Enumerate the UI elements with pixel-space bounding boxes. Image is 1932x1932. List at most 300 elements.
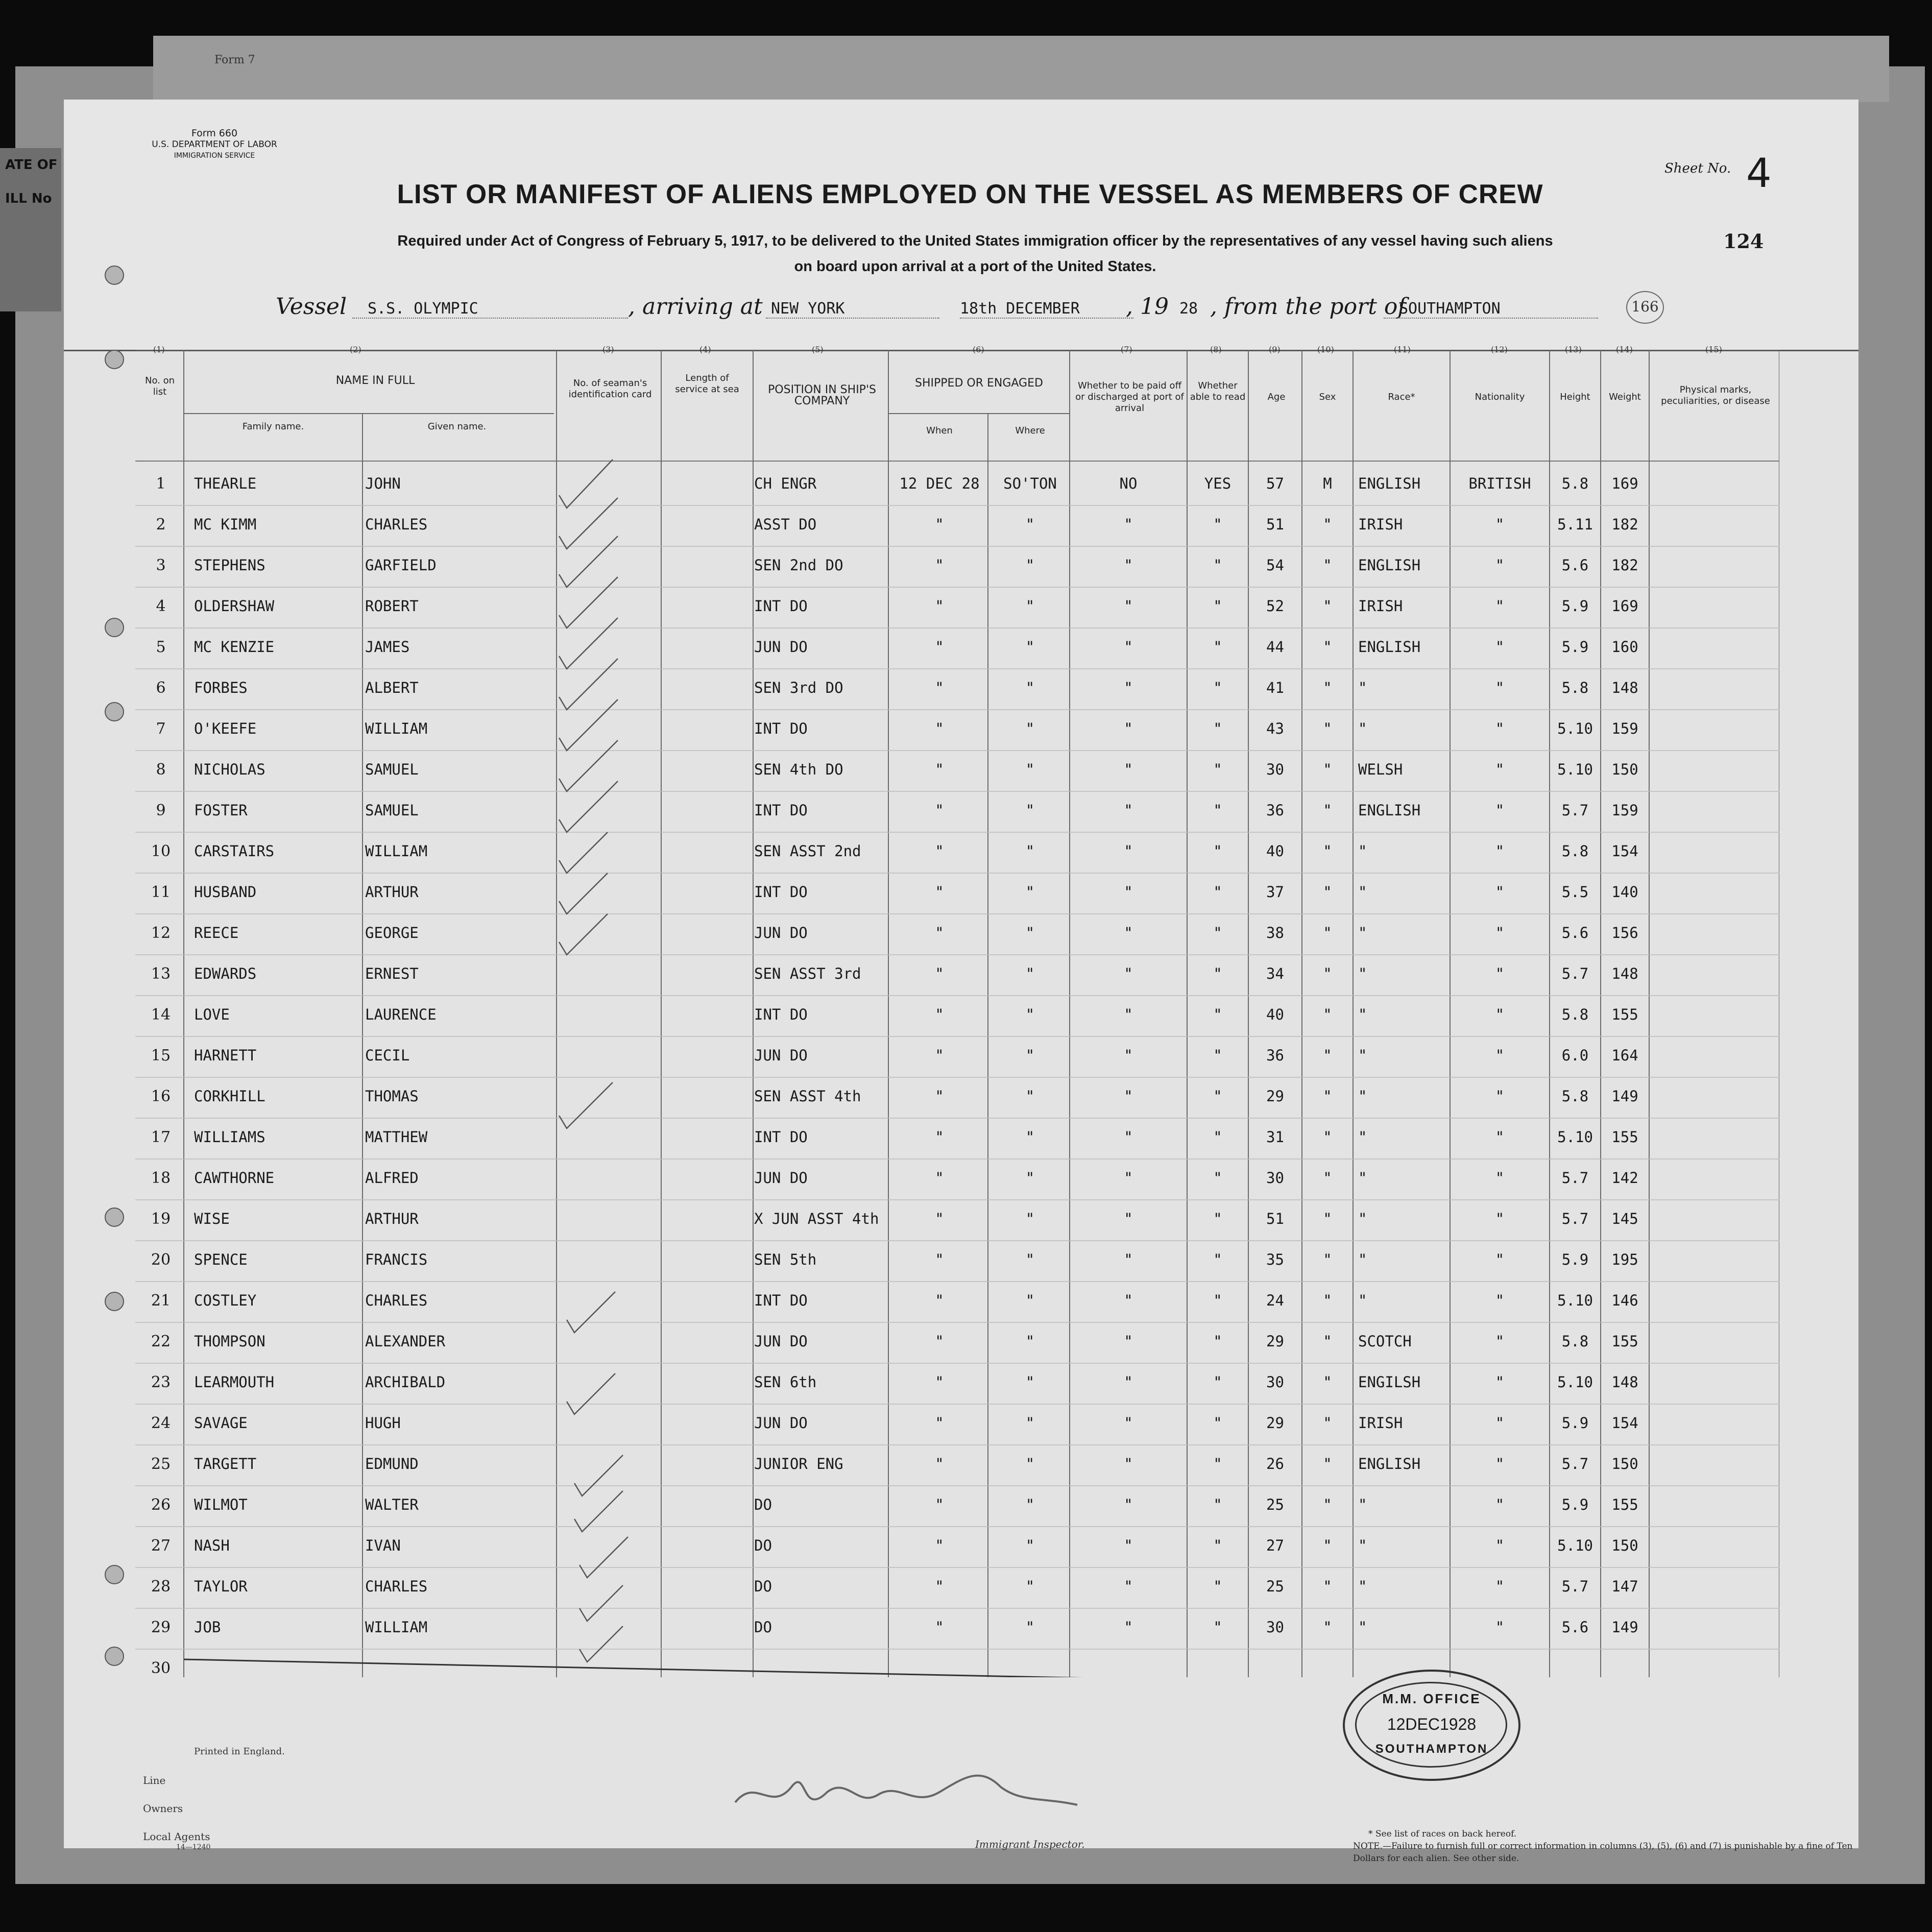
page-number: 124 <box>1723 230 1764 253</box>
cell-age: 26 <box>1266 1455 1284 1472</box>
cell-height: 5.10 <box>1557 1537 1593 1554</box>
cell-able-to-read: " <box>1213 761 1222 778</box>
cell-family-name: TARGETT <box>194 1455 257 1472</box>
cell-given-name: ALBERT <box>365 679 419 696</box>
cell-height: 5.9 <box>1561 1251 1589 1268</box>
cell-able-to-read: " <box>1213 1169 1222 1187</box>
cell-shipped-where: " <box>1025 842 1035 860</box>
cell-able-to-read: " <box>1213 557 1222 574</box>
cell-row-number: 27 <box>151 1537 171 1555</box>
cell-shipped-where: " <box>1025 1210 1035 1227</box>
owners-label: Owners <box>143 1802 183 1815</box>
cell-nationality: " <box>1495 1169 1505 1187</box>
table-row <box>135 1118 1779 1159</box>
cell-age: 27 <box>1266 1537 1284 1554</box>
table-row <box>135 914 1779 955</box>
cell-age: 31 <box>1266 1128 1284 1146</box>
cell-sex: " <box>1323 1619 1332 1636</box>
cell-family-name: SPENCE <box>194 1251 248 1268</box>
binder-hole-icon <box>105 350 124 369</box>
cell-shipped-where: " <box>1025 1496 1035 1513</box>
cell-weight: 148 <box>1611 965 1638 982</box>
cell-able-to-read: " <box>1213 1210 1222 1227</box>
binder-hole-icon <box>105 265 124 285</box>
header-weight: Weight <box>1609 392 1641 402</box>
cell-weight: 148 <box>1611 1373 1638 1391</box>
cell-paid-off: " <box>1124 1455 1133 1472</box>
cell-age: 51 <box>1266 1210 1284 1227</box>
cell-able-to-read: YES <box>1204 475 1231 492</box>
cell-height: 5.9 <box>1561 638 1589 656</box>
column-number: (5) <box>812 345 824 354</box>
cell-given-name: CHARLES <box>365 1578 428 1595</box>
cell-shipped-when: " <box>935 1414 944 1432</box>
cell-weight: 140 <box>1611 883 1638 901</box>
cell-given-name: ARCHIBALD <box>365 1373 446 1391</box>
cell-family-name: LEARMOUTH <box>194 1373 275 1391</box>
cell-shipped-when: " <box>935 1210 944 1227</box>
page-title: LIST OR MANIFEST OF ALIENS EMPLOYED ON THE VESSEL AS MEMBERS OF CREW <box>397 179 1543 209</box>
cell-able-to-read: " <box>1213 1251 1222 1268</box>
cell-nationality: " <box>1495 1292 1505 1309</box>
cell-weight: 154 <box>1611 1414 1638 1432</box>
cell-shipped-where: " <box>1025 1047 1035 1064</box>
cell-age: 57 <box>1266 475 1284 492</box>
table-row <box>135 505 1779 546</box>
header-no-on-list: No. on list <box>144 375 175 397</box>
cell-nationality: " <box>1495 965 1505 982</box>
cell-race: " <box>1358 1169 1367 1187</box>
cell-paid-off: " <box>1124 1006 1133 1023</box>
cell-position: SEN ASST 3rd <box>754 965 861 982</box>
table-row <box>135 751 1779 791</box>
cell-sex: " <box>1323 1578 1332 1595</box>
form-identification <box>133 128 296 161</box>
header-family-name: Family name. <box>242 421 304 432</box>
table-row <box>135 1567 1779 1608</box>
cell-position: SEN 5th <box>754 1251 817 1268</box>
cell-given-name: JAMES <box>365 638 410 656</box>
cell-able-to-read: " <box>1213 1128 1222 1146</box>
cell-able-to-read: " <box>1213 1619 1222 1636</box>
cell-race: " <box>1358 965 1367 982</box>
cell-shipped-when: " <box>935 1088 944 1105</box>
cell-age: 38 <box>1266 924 1284 941</box>
cell-position: INT DO <box>754 597 808 615</box>
cell-paid-off: " <box>1124 557 1133 574</box>
cell-age: 30 <box>1266 1169 1284 1187</box>
cell-height: 5.7 <box>1561 1210 1589 1227</box>
cell-nationality: " <box>1495 1088 1505 1105</box>
binder-hole-icon <box>105 1292 124 1311</box>
table-row <box>135 587 1779 628</box>
cell-given-name: ARTHUR <box>365 883 419 901</box>
top-tab-label: Form 7 <box>214 54 255 66</box>
cell-race: " <box>1358 1496 1367 1513</box>
form-number: Form 660 <box>191 128 238 139</box>
cell-able-to-read: " <box>1213 1537 1222 1554</box>
table-row <box>135 1608 1779 1649</box>
cell-able-to-read: " <box>1213 1455 1222 1472</box>
cell-able-to-read: " <box>1213 965 1222 982</box>
cell-shipped-when: " <box>935 761 944 778</box>
cell-shipped-when: " <box>935 883 944 901</box>
arriving-label: , arriving at <box>628 294 763 320</box>
stamp-date: 12DEC1928 <box>1387 1715 1477 1733</box>
cell-age: 30 <box>1266 1373 1284 1391</box>
table-row <box>135 1404 1779 1445</box>
cell-weight: 145 <box>1611 1210 1638 1227</box>
year-prefix: , 19 <box>1126 294 1169 320</box>
column-number: (11) <box>1394 345 1411 354</box>
stamp-place: SOUTHAMPTON <box>1375 1742 1488 1756</box>
table-row <box>135 465 1779 505</box>
cell-position: INT DO <box>754 802 808 819</box>
cell-family-name: WILLIAMS <box>194 1128 265 1146</box>
cell-shipped-where: " <box>1025 965 1035 982</box>
cell-shipped-when: " <box>935 597 944 615</box>
cell-nationality: " <box>1495 1373 1505 1391</box>
inspector-label: Immigrant Inspector. <box>975 1838 1085 1850</box>
cell-weight: 149 <box>1611 1088 1638 1105</box>
column-number: (15) <box>1705 345 1722 354</box>
cell-family-name: MC KENZIE <box>194 638 275 656</box>
cell-weight: 159 <box>1611 802 1638 819</box>
cell-shipped-where: " <box>1025 1619 1035 1636</box>
cell-family-name: HARNETT <box>194 1047 257 1064</box>
cell-height: 5.10 <box>1557 761 1593 778</box>
cell-shipped-when: " <box>935 924 944 941</box>
cell-race: ENGILSH <box>1358 1373 1421 1391</box>
column-number: (13) <box>1565 345 1582 354</box>
header-height: Height <box>1560 392 1590 402</box>
cell-nationality: " <box>1495 1455 1505 1472</box>
cell-shipped-when: " <box>935 638 944 656</box>
cell-nationality: " <box>1495 1496 1505 1513</box>
cell-given-name: GARFIELD <box>365 557 437 574</box>
cell-given-name: WILLIAM <box>365 720 428 737</box>
cell-given-name: SAMUEL <box>365 761 419 778</box>
cell-nationality: " <box>1495 1578 1505 1595</box>
cell-able-to-read: " <box>1213 802 1222 819</box>
cell-row-number: 17 <box>151 1128 171 1146</box>
cell-race: ENGLISH <box>1358 1455 1421 1472</box>
header-nationality: Nationality <box>1475 392 1525 402</box>
cell-paid-off: " <box>1124 720 1133 737</box>
cell-shipped-when: " <box>935 720 944 737</box>
cell-weight: 156 <box>1611 924 1638 941</box>
column-number: (1) <box>153 345 165 354</box>
cell-family-name: NICHOLAS <box>194 761 265 778</box>
cell-race: IRISH <box>1358 516 1403 533</box>
header-able-read: Whether able to read <box>1190 380 1246 402</box>
cell-sex: " <box>1323 557 1332 574</box>
binder-hole-icon <box>105 702 124 721</box>
cell-row-number: 11 <box>151 883 171 901</box>
table-row <box>135 669 1779 710</box>
stamp-office: M.M. OFFICE <box>1382 1691 1481 1706</box>
cell-given-name: ARTHUR <box>365 1210 419 1227</box>
column-number: (2) <box>350 345 361 354</box>
cell-weight: 147 <box>1611 1578 1638 1595</box>
header-length-service: Length of service at sea <box>675 373 739 395</box>
cell-position: DO <box>754 1619 772 1636</box>
cell-position: JUN DO <box>754 924 808 941</box>
cell-paid-off: " <box>1124 842 1133 860</box>
cell-family-name: O'KEEFE <box>194 720 257 737</box>
cell-able-to-read: " <box>1213 1088 1222 1105</box>
cell-weight: 150 <box>1611 1455 1638 1472</box>
cell-row-number: 29 <box>151 1619 171 1636</box>
cell-race: " <box>1358 679 1367 696</box>
cell-sex: " <box>1323 638 1332 656</box>
cell-paid-off: " <box>1124 1333 1133 1350</box>
column-number: (4) <box>699 345 711 354</box>
cell-family-name: CORKHILL <box>194 1088 265 1105</box>
cell-row-number: 20 <box>151 1251 171 1269</box>
cell-family-name: SAVAGE <box>194 1414 248 1432</box>
cell-nationality: BRITISH <box>1468 475 1531 492</box>
cell-sex: " <box>1323 1251 1332 1268</box>
cell-shipped-where: " <box>1025 1578 1035 1595</box>
cell-able-to-read: " <box>1213 679 1222 696</box>
penalty-note: NOTE.—Failure to furnish full or correct information in columns (3), (5), (6) and (7) is punishable by a fine of Ten Dollars for each alien. See other side. <box>1353 1841 1853 1864</box>
table-row <box>135 791 1779 832</box>
cell-nationality: " <box>1495 679 1505 696</box>
header-name-in-full: NAME IN FULL <box>335 374 415 387</box>
cell-race: " <box>1358 883 1367 901</box>
line-label: Line <box>143 1774 166 1786</box>
table-row <box>135 1159 1779 1200</box>
cell-position: SEN 4th DO <box>754 761 843 778</box>
cell-sex: " <box>1323 842 1332 860</box>
cell-row-number: 21 <box>151 1292 171 1310</box>
cell-height: 5.9 <box>1561 1496 1589 1513</box>
cell-weight: 182 <box>1611 516 1638 533</box>
cell-position: INT DO <box>754 883 808 901</box>
cell-height: 5.8 <box>1561 475 1589 492</box>
edge-fragment-line-2: ILL No <box>5 191 52 206</box>
cell-race: SCOTCH <box>1358 1333 1412 1350</box>
cell-race: ENGLISH <box>1358 802 1421 819</box>
cell-nationality: " <box>1495 1251 1505 1268</box>
cell-given-name: SAMUEL <box>365 802 419 819</box>
cell-sex: M <box>1323 475 1332 492</box>
cell-height: 5.8 <box>1561 1088 1589 1105</box>
cell-paid-off: " <box>1124 1619 1133 1636</box>
cell-row-number: 15 <box>151 1047 171 1065</box>
cell-height: 5.7 <box>1561 1169 1589 1187</box>
cell-position: JUN DO <box>754 638 808 656</box>
cell-shipped-where: " <box>1025 1333 1035 1350</box>
cell-height: 5.8 <box>1561 679 1589 696</box>
cell-race: " <box>1358 720 1367 737</box>
cell-shipped-where: " <box>1025 597 1035 615</box>
header-paid-off: Whether to be paid off or discharged at port of arrival <box>1075 380 1184 414</box>
cell-weight: 150 <box>1611 1537 1638 1554</box>
subtitle-line-1: Required under Act of Congress of February 5, 1917, to be delivered to the United States immigration officer by the representatives of any vessel having such aliens <box>397 233 1553 249</box>
cell-height: 5.10 <box>1557 1292 1593 1309</box>
edge-fragment-line-1: ATE OF <box>5 157 58 173</box>
date-dotted-line <box>960 318 1133 319</box>
header-given-name: Given name. <box>427 421 487 432</box>
races-note: * See list of races on back hereof. <box>1368 1829 1517 1839</box>
cell-family-name: JOB <box>194 1619 221 1636</box>
cell-nationality: " <box>1495 883 1505 901</box>
cell-able-to-read: " <box>1213 1414 1222 1432</box>
cell-weight: 149 <box>1611 1619 1638 1636</box>
cell-age: 36 <box>1266 802 1284 819</box>
cell-nationality: " <box>1495 557 1505 574</box>
cell-shipped-where: " <box>1025 1537 1035 1554</box>
cell-shipped-where: " <box>1025 1414 1035 1432</box>
cell-shipped-when: " <box>935 965 944 982</box>
cell-weight: 155 <box>1611 1128 1638 1146</box>
background-sheet-top <box>153 36 1889 102</box>
cell-given-name: ERNEST <box>365 965 419 982</box>
edge-fragment <box>0 148 61 311</box>
column-number: (6) <box>973 345 984 354</box>
cell-paid-off: " <box>1124 1210 1133 1227</box>
cell-shipped-where: " <box>1025 638 1035 656</box>
cell-shipped-when: " <box>935 1373 944 1391</box>
cell-paid-off: " <box>1124 1251 1133 1268</box>
vessel-dotted-line <box>352 318 628 319</box>
cell-able-to-read: " <box>1213 638 1222 656</box>
cell-shipped-when: " <box>935 1169 944 1187</box>
cell-nationality: " <box>1495 924 1505 941</box>
cell-nationality: " <box>1495 516 1505 533</box>
cell-paid-off: " <box>1124 802 1133 819</box>
cell-given-name: EDMUND <box>365 1455 419 1472</box>
cell-able-to-read: " <box>1213 1292 1222 1309</box>
cell-shipped-when: " <box>935 1128 944 1146</box>
arriving-dotted-line <box>766 318 939 319</box>
cell-height: 5.5 <box>1561 883 1589 901</box>
cell-able-to-read: " <box>1213 1047 1222 1064</box>
cell-given-name: MATTHEW <box>365 1128 428 1146</box>
cell-family-name: WISE <box>194 1210 230 1227</box>
cell-position: INT DO <box>754 1292 808 1309</box>
cell-height: 5.7 <box>1561 1578 1589 1595</box>
cell-shipped-when: " <box>935 557 944 574</box>
cell-family-name: HUSBAND <box>194 883 257 901</box>
cell-row-number: 5 <box>156 638 166 656</box>
cell-row-number: 8 <box>156 761 166 779</box>
cell-position: JUN DO <box>754 1169 808 1187</box>
cell-sex: " <box>1323 1006 1332 1023</box>
cell-row-number: 2 <box>156 516 166 534</box>
cell-age: 37 <box>1266 883 1284 901</box>
cell-sex: " <box>1323 1169 1332 1187</box>
cell-sex: " <box>1323 1210 1332 1227</box>
cell-row-number: 14 <box>151 1006 171 1024</box>
cell-sex: " <box>1323 1088 1332 1105</box>
cell-age: 54 <box>1266 557 1284 574</box>
cell-age: 40 <box>1266 1006 1284 1023</box>
cell-sex: " <box>1323 720 1332 737</box>
cell-position: ASST DO <box>754 516 817 533</box>
cell-able-to-read: " <box>1213 516 1222 533</box>
table-row <box>135 546 1779 587</box>
cell-family-name: FOSTER <box>194 802 248 819</box>
cell-shipped-when: " <box>935 679 944 696</box>
column-number: (14) <box>1616 345 1633 354</box>
vessel-name: S.S. OLYMPIC <box>368 300 478 318</box>
cell-sex: " <box>1323 883 1332 901</box>
cell-nationality: " <box>1495 1619 1505 1636</box>
cell-age: 36 <box>1266 1047 1284 1064</box>
cell-race: IRISH <box>1358 1414 1403 1432</box>
cell-height: 5.6 <box>1561 924 1589 941</box>
cell-shipped-when: " <box>935 1578 944 1595</box>
cell-paid-off: " <box>1124 883 1133 901</box>
cell-paid-off: " <box>1124 1537 1133 1554</box>
cell-weight: 154 <box>1611 842 1638 860</box>
cell-sex: " <box>1323 1496 1332 1513</box>
cell-shipped-when: " <box>935 1537 944 1554</box>
cell-height: 5.7 <box>1561 965 1589 982</box>
cell-race: " <box>1358 924 1367 941</box>
cell-position: DO <box>754 1537 772 1554</box>
cell-sex: " <box>1323 1333 1332 1350</box>
cell-row-number: 6 <box>156 679 166 697</box>
arrival-date: 18th DECEMBER <box>960 300 1080 318</box>
cell-row-number: 1 <box>156 475 166 493</box>
table-row <box>135 1445 1779 1486</box>
cell-shipped-where: " <box>1025 720 1035 737</box>
cell-family-name: OLDERSHAW <box>194 597 275 615</box>
cell-given-name: CECIL <box>365 1047 410 1064</box>
cell-weight: 148 <box>1611 679 1638 696</box>
cell-paid-off: " <box>1124 1578 1133 1595</box>
cell-family-name: THOMPSON <box>194 1333 265 1350</box>
cell-family-name: COSTLEY <box>194 1292 257 1309</box>
subtitle-line-2: on board upon arrival at a port of the United States. <box>794 258 1156 275</box>
cell-able-to-read: " <box>1213 1333 1222 1350</box>
cell-nationality: " <box>1495 638 1505 656</box>
cell-family-name: TAYLOR <box>194 1578 248 1595</box>
cell-row-number: 16 <box>151 1088 171 1105</box>
table-row <box>135 1282 1779 1322</box>
cell-row-number: 30 <box>151 1659 171 1677</box>
cell-weight: 164 <box>1611 1047 1638 1064</box>
cell-row-number: 13 <box>151 965 171 983</box>
cell-weight: 169 <box>1611 475 1638 492</box>
cell-able-to-read: " <box>1213 1578 1222 1595</box>
cell-row-number: 26 <box>151 1496 171 1514</box>
cell-weight: 150 <box>1611 761 1638 778</box>
cell-shipped-when: " <box>935 1047 944 1064</box>
cell-weight: 142 <box>1611 1169 1638 1187</box>
cell-sex: " <box>1323 597 1332 615</box>
cell-nationality: " <box>1495 1128 1505 1146</box>
cell-shipped-where: " <box>1025 883 1035 901</box>
table-row <box>135 1077 1779 1118</box>
cell-shipped-when: 12 DEC 28 <box>899 475 980 492</box>
cell-race: " <box>1358 1578 1367 1595</box>
cell-family-name: NASH <box>194 1537 230 1554</box>
cell-height: 5.10 <box>1557 1373 1593 1391</box>
department-name: U.S. DEPARTMENT OF LABOR <box>152 139 277 150</box>
cell-age: 30 <box>1266 1619 1284 1636</box>
table-row <box>135 1241 1779 1282</box>
cell-shipped-when: " <box>935 1292 944 1309</box>
cell-given-name: LAURENCE <box>365 1006 437 1023</box>
cell-row-number: 4 <box>156 597 166 615</box>
cell-position: JUNIOR ENG <box>754 1455 843 1472</box>
cell-able-to-read: " <box>1213 1006 1222 1023</box>
